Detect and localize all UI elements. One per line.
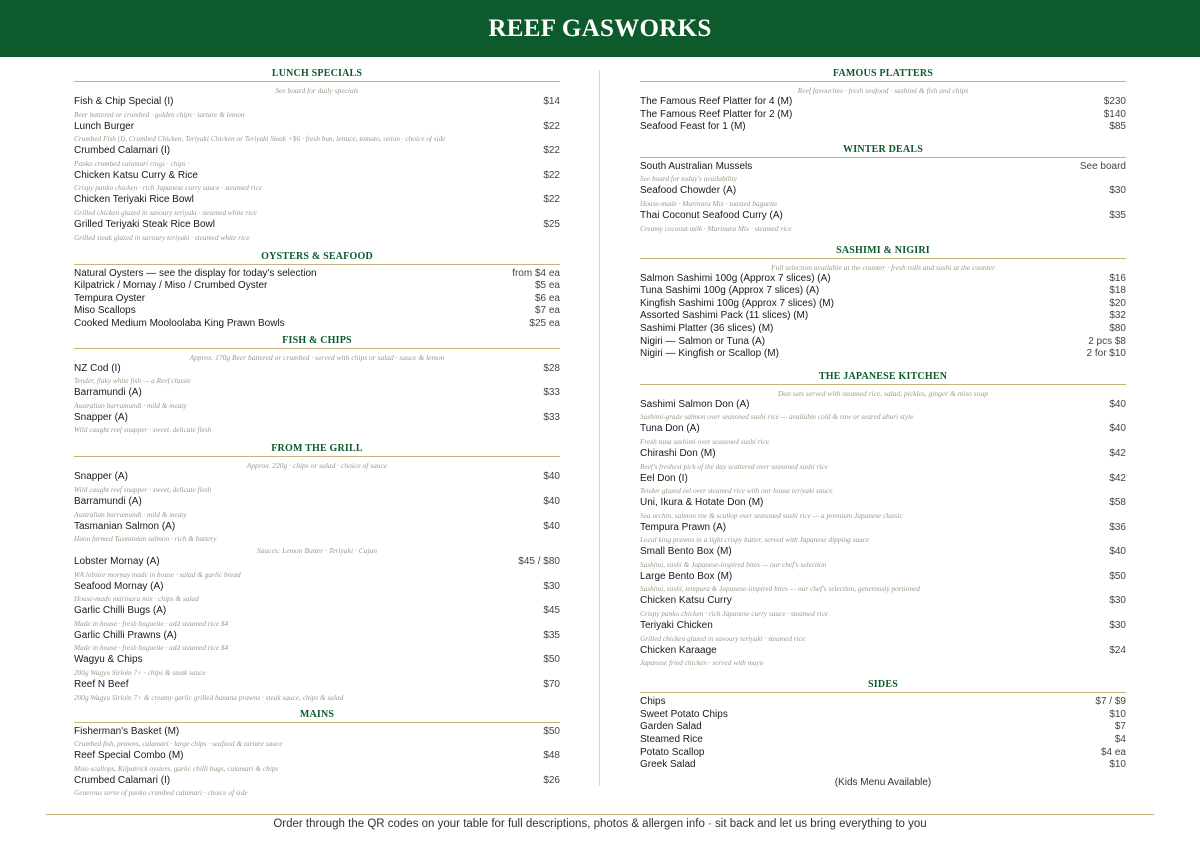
- menu-item: [640, 497, 1126, 510]
- menu-item: [74, 496, 560, 509]
- item-price: $70: [543, 679, 560, 691]
- section-note: Approx. 170g Beer battered or crumbed · served with chips or salad · sauce & lemon: [189, 352, 445, 362]
- item-price: $30: [1109, 620, 1126, 632]
- section-title: WINTER DEALS: [640, 142, 1126, 158]
- item-price: $7 ea: [534, 305, 560, 317]
- item-description: Made in house · fresh baguette · add steamed rice $4: [74, 618, 229, 628]
- menu-item: [640, 336, 1126, 349]
- item-price: $42: [1109, 447, 1126, 459]
- item-price: $42: [1109, 472, 1126, 484]
- menu-item: [640, 310, 1126, 323]
- item-name: Natural Oysters — see the display for today's selection: [74, 267, 317, 279]
- item-price: $32: [1109, 310, 1126, 322]
- item-name: Large Bento Box (M): [640, 570, 733, 582]
- item-name: Garden Salad: [640, 721, 702, 733]
- column-divider: [599, 70, 600, 786]
- menu-section: [640, 66, 1126, 134]
- item-price: 2 pcs $8: [1088, 335, 1126, 347]
- menu-section: [640, 677, 1126, 772]
- item-name: Eel Don (I): [640, 472, 688, 484]
- menu-item: [74, 750, 560, 763]
- item-price: $22: [543, 169, 560, 181]
- section-title: SASHIMI & NIGIRI: [640, 243, 1126, 259]
- item-description: Huon farmed Tasmanian salmon · rich & buttery: [74, 534, 217, 544]
- section-title: FROM THE GRILL: [74, 441, 560, 457]
- item-price: $40: [1109, 398, 1126, 410]
- item-price: $28: [543, 362, 560, 374]
- menu-item: [74, 471, 560, 484]
- item-name: Chicken Teriyaki Rice Bowl: [74, 194, 194, 206]
- item-description: Creamy coconut milk · Marinara Mix · steamed rice: [640, 223, 792, 233]
- menu-item: [640, 473, 1126, 486]
- item-description: Crumbed fish, prawns, calamari · large chips · seafood & tartare sauce: [74, 739, 283, 749]
- item-name: Fish & Chip Special (I): [74, 96, 174, 107]
- item-price: $50: [543, 654, 560, 666]
- item-name: Nigiri — Kingfish or Scallop (M): [640, 348, 779, 360]
- menu-item: [74, 194, 560, 207]
- item-name: Lobster Mornay (A): [74, 556, 160, 568]
- item-price: $25 ea: [529, 317, 560, 329]
- item-name: Seafood Mornay (A): [74, 580, 164, 592]
- item-price: $16: [1109, 272, 1126, 284]
- item-description: Local king prawns in a light crispy batter, served with Japanese dipping sauce: [640, 535, 870, 545]
- section-title: FISH & CHIPS: [74, 333, 560, 349]
- menu-item: [74, 775, 560, 788]
- item-name: Miso Scallops: [74, 305, 136, 317]
- item-price: $40: [543, 471, 560, 483]
- item-price: $7: [1114, 721, 1126, 733]
- item-price: $40: [1109, 423, 1126, 435]
- item-price: from $4 ea: [512, 267, 560, 279]
- menu-item: [640, 161, 1126, 174]
- section-title: MAINS: [74, 707, 560, 723]
- item-price: $40: [543, 495, 560, 507]
- menu-section: [640, 243, 1126, 361]
- menu-item: [74, 145, 560, 158]
- section-note: Approx. 220g · chips or salad · choice of sauce: [246, 461, 388, 471]
- item-name: South Australian Mussels: [640, 160, 753, 172]
- menu-item: [640, 645, 1126, 658]
- item-description: Tender glazed eel over steamed rice with our house teriyaki sauce: [640, 486, 833, 496]
- menu-item: [640, 696, 1126, 709]
- item-name: Sashimi Platter (36 slices) (M): [640, 322, 774, 334]
- menu-item: [74, 305, 560, 318]
- item-description: Sashimi, sushi, tempura & Japanese-inspired bites — our chef's selection, generously portioned: [640, 584, 920, 594]
- item-description: Beer battered or crumbed · golden chips · tartare & lemon: [74, 109, 245, 119]
- item-name: Fisherman's Basket (M): [74, 725, 180, 737]
- item-description: Crispy panko chicken · rich Japanese curry sauce · steamed rice: [640, 609, 829, 619]
- item-description: Wild caught reef snapper · sweet, delicate flesh: [74, 484, 212, 494]
- item-name: Tempura Prawn (A): [640, 521, 727, 533]
- item-description: Crispy panko chicken · rich Japanese curry sauce · steamed rice: [74, 183, 263, 193]
- item-name: Garlic Chilli Bugs (A): [74, 605, 167, 617]
- item-description: Crumbed Fish (I), Crumbed Chicken, Teriyaki Chicken or Teriyaki Steak +$6 · fresh bun, lettuce, tomato, onion · choice of side: [74, 134, 446, 144]
- item-price: $80: [1109, 322, 1126, 334]
- item-name: Teriyaki Chicken: [640, 620, 713, 632]
- item-price: $33: [543, 387, 560, 399]
- section-note: Don sets served with steamed rice, salad, pickles, ginger & miso soup: [778, 388, 988, 398]
- menu-item: [640, 96, 1126, 109]
- section-note: Reef favourites · fresh seafood · sashimi & fish and chips: [797, 86, 969, 95]
- menu-item: [640, 210, 1126, 223]
- item-name: Garlic Chilli Prawns (A): [74, 629, 177, 641]
- item-description: 200g Wagyu Sirloin 7+ & creamy garlic grilled banana prawns · steak sauce, chips & salad: [74, 692, 344, 702]
- item-price: $50: [1109, 570, 1126, 582]
- menu-item: [640, 323, 1126, 336]
- menu-item: [640, 399, 1126, 412]
- item-name: Seafood Chowder (A): [640, 185, 737, 197]
- item-name: Lunch Burger: [74, 120, 135, 132]
- item-name: Kingfish Sashimi 100g (Approx 7 slices) (M): [640, 297, 834, 309]
- menu-item: [640, 759, 1126, 772]
- item-price: $140: [1103, 108, 1126, 120]
- item-name: Chicken Karaage: [640, 644, 717, 656]
- item-description: Grilled steak glazed in savoury teriyaki · steamed white rice: [74, 232, 250, 242]
- item-price: $18: [1109, 285, 1126, 297]
- item-name: Sashimi Salmon Don (A): [640, 398, 750, 410]
- menu-item: [74, 280, 560, 293]
- menu-item: [74, 219, 560, 232]
- section-title: OYSTERS & SEAFOOD: [74, 249, 560, 265]
- item-price: $6 ea: [534, 292, 560, 304]
- item-price: $22: [543, 145, 560, 157]
- footer-text: Order through the QR codes on your table for full descriptions, photos & allergen info · sit back and let us bring everything to you: [273, 818, 927, 830]
- item-name: Chirashi Don (M): [640, 447, 716, 459]
- item-description: 200g Wagyu Sirloin 7+ · chips & steak sauce: [74, 668, 206, 678]
- menu-item: [74, 96, 560, 109]
- menu-section: [74, 333, 560, 437]
- menu-item: [74, 363, 560, 376]
- item-name: Thai Coconut Seafood Curry (A): [640, 209, 783, 221]
- menu-item: [74, 605, 560, 618]
- item-price: $4 ea: [1100, 746, 1126, 758]
- item-price: $24: [1109, 644, 1126, 656]
- item-price: $14: [543, 96, 560, 107]
- item-description: Tender, flaky white fish — a Reef classic: [74, 376, 192, 386]
- item-price: $5 ea: [534, 280, 560, 292]
- item-price: $40: [543, 520, 560, 532]
- item-description: House-made · Marinara Mix · toasted baguette: [640, 198, 778, 208]
- item-price: $58: [1109, 497, 1126, 509]
- menu-item: [640, 273, 1126, 286]
- section-title: THE JAPANESE KITCHEN: [640, 369, 1126, 385]
- item-price: $50: [543, 725, 560, 737]
- item-description: Generous serve of panko crumbed calamari · choice of side: [74, 788, 248, 798]
- item-price: $48: [543, 750, 560, 762]
- menu-item: [640, 620, 1126, 633]
- item-name: Uni, Ikura & Hotate Don (M): [640, 497, 764, 509]
- section-note: Full selection available at the counter · fresh rolls and sushi at the counter: [771, 262, 995, 272]
- item-description: Reef's freshest pick of the day scattered over seasoned sushi rice: [640, 461, 828, 471]
- item-price: $85: [1109, 121, 1126, 133]
- menu-item: [640, 571, 1126, 584]
- menu-section: [74, 249, 560, 331]
- restaurant-title: REEF GASWORKS: [488, 14, 712, 42]
- item-name: Greek Salad: [640, 759, 696, 771]
- item-price: $36: [1109, 521, 1126, 533]
- item-name: Potato Scallop: [640, 746, 705, 758]
- menu-item: [74, 412, 560, 425]
- menu-item: [74, 170, 560, 183]
- item-description: Fresh tuna sashimi over seasoned sushi rice: [640, 436, 770, 446]
- item-name: Snapper (A): [74, 471, 128, 483]
- menu-item: [74, 630, 560, 643]
- item-name: Reef N Beef: [74, 679, 129, 691]
- item-price: $30: [543, 580, 560, 592]
- item-description: Sea urchin, salmon roe & scallop over seasoned sushi rice — a premium Japanese classic: [640, 510, 903, 520]
- menu-section: [74, 707, 560, 800]
- menu-item: [640, 121, 1126, 134]
- item-description: Australian barramundi · mild & meaty: [74, 400, 187, 410]
- item-description: Grilled chicken glazed in savoury teriyaki · steamed white rice: [74, 207, 257, 217]
- section-note: See board for daily specials: [275, 86, 359, 95]
- item-name: Barramundi (A): [74, 495, 142, 507]
- menu-item: [74, 268, 560, 281]
- menu-header: [0, 0, 1200, 57]
- menu-item: [74, 121, 560, 134]
- item-name: Assorted Sashimi Pack (11 slices) (M): [640, 310, 809, 322]
- item-price: $45: [543, 605, 560, 617]
- menu-item: [640, 448, 1126, 461]
- menu-item: [74, 581, 560, 594]
- menu-item: [74, 556, 560, 569]
- item-name: Salmon Sashimi 100g (Approx 7 slices) (A): [640, 272, 831, 284]
- menu-item: [640, 709, 1126, 722]
- menu-item: [640, 721, 1126, 734]
- item-name: Snapper (A): [74, 411, 128, 423]
- item-name: NZ Cod (I): [74, 362, 121, 374]
- item-description: Sashimi, sushi & Japanese-inspired bites — our chef's selection: [640, 559, 827, 569]
- item-name: Steamed Rice: [640, 734, 703, 746]
- item-name: Wagyu & Chips: [74, 654, 143, 666]
- item-description: Panko crumbed calamari rings · chips ·: [74, 158, 190, 168]
- menu-item: [640, 185, 1126, 198]
- item-price: $22: [543, 194, 560, 206]
- item-name: Cooked Medium Mooloolaba King Prawn Bowls: [74, 317, 285, 329]
- item-description: Miso scallops, Kilpatrick oysters, garlic chilli bugs, calamari & chips: [74, 763, 279, 773]
- item-price: $20: [1109, 297, 1126, 309]
- item-description: Australian barramundi · mild & meaty: [74, 509, 187, 519]
- item-price: $10: [1109, 708, 1126, 720]
- item-description: WA lobster mornay made in house · salad & garlic bread: [74, 569, 241, 579]
- menu-item: [640, 734, 1126, 747]
- item-price: $10: [1109, 759, 1126, 771]
- menu-item: [74, 521, 560, 534]
- item-description: Grilled chicken glazed in savoury teriyaki · steamed rice: [640, 633, 806, 643]
- item-name: Tasmanian Salmon (A): [74, 520, 176, 532]
- item-description: House-made marinara mix · chips & salad: [74, 594, 199, 604]
- item-description: Japanese fried chicken · served with mayo: [640, 658, 764, 668]
- menu-item: [640, 522, 1126, 535]
- item-description: Sashimi-grade salmon over seasoned sushi rice — available cold & raw or seared aburi style: [640, 412, 914, 422]
- item-name: Tuna Sashimi 100g (Approx 7 slices) (A): [640, 285, 820, 297]
- section-title: FAMOUS PLATTERS: [640, 66, 1126, 82]
- item-description: Made in house · fresh baguette · add steamed rice $4: [74, 643, 229, 653]
- menu-item: [640, 348, 1126, 361]
- menu-item: [74, 318, 560, 331]
- item-price: $33: [543, 411, 560, 423]
- item-name: Tuna Don (A): [640, 423, 700, 435]
- left-column: [74, 66, 560, 799]
- item-price: $40: [1109, 546, 1126, 558]
- menu-item: [640, 298, 1126, 311]
- menu-item: [640, 595, 1126, 608]
- menu-item: [74, 654, 560, 667]
- item-description: See board for today's availability: [640, 174, 737, 184]
- item-name: Chicken Katsu Curry: [640, 595, 732, 607]
- menu-item: [640, 285, 1126, 298]
- item-price: $45 / $80: [518, 556, 560, 568]
- menu-section: [74, 66, 560, 244]
- item-name: Kilpatrick / Mornay / Miso / Crumbed Oyster: [74, 280, 268, 292]
- menu-item: [74, 293, 560, 306]
- item-name: Reef Special Combo (M): [74, 750, 184, 762]
- menu-item: [74, 726, 560, 739]
- menu-item: [640, 546, 1126, 559]
- item-name: Tempura Oyster: [74, 292, 146, 304]
- menu-section: [640, 369, 1126, 670]
- item-name: Chicken Katsu Curry & Rice: [74, 169, 198, 181]
- menu-item: [640, 747, 1126, 760]
- item-price: $7 / $9: [1095, 696, 1126, 708]
- item-price: $30: [1109, 595, 1126, 607]
- menu-item: [640, 423, 1126, 436]
- section-title: SIDES: [640, 677, 1126, 693]
- section-note: Sauces: Lemon Butter · Teriyaki · Cajun: [256, 546, 378, 556]
- section-title: LUNCH SPECIALS: [74, 66, 560, 82]
- item-price: $25: [543, 218, 560, 230]
- item-price: 2 for $10: [1086, 348, 1126, 360]
- item-price: $4: [1114, 734, 1126, 746]
- kids-menu-note: (Kids Menu Available): [834, 776, 932, 788]
- menu-item: [74, 679, 560, 692]
- item-price: $30: [1109, 185, 1126, 197]
- right-column: [640, 66, 1126, 788]
- item-name: Nigiri — Salmon or Tuna (A): [640, 335, 766, 347]
- item-price: $22: [543, 120, 560, 132]
- item-name: Barramundi (A): [74, 387, 142, 399]
- item-name: Sweet Potato Chips: [640, 708, 728, 720]
- item-name: Grilled Teriyaki Steak Rice Bowl: [74, 218, 215, 230]
- item-price: $35: [543, 629, 560, 641]
- menu-section: [74, 441, 560, 703]
- item-description: Wild caught reef snapper · sweet, delicate flesh: [74, 425, 212, 435]
- item-price: $26: [543, 774, 560, 786]
- item-name: Small Bento Box (M): [640, 546, 732, 558]
- item-price: See board: [1079, 160, 1126, 172]
- item-price: $230: [1103, 96, 1126, 107]
- item-name: The Famous Reef Platter for 4 (M): [640, 96, 793, 107]
- item-price: $35: [1109, 209, 1126, 221]
- menu-section: [640, 142, 1126, 235]
- menu-item: [74, 387, 560, 400]
- item-name: Chips: [640, 696, 666, 708]
- item-name: The Famous Reef Platter for 2 (M): [640, 108, 793, 120]
- item-name: Crumbed Calamari (I): [74, 774, 171, 786]
- menu-item: [640, 109, 1126, 122]
- item-name: Crumbed Calamari (I): [74, 145, 171, 157]
- item-name: Seafood Feast for 1 (M): [640, 121, 746, 133]
